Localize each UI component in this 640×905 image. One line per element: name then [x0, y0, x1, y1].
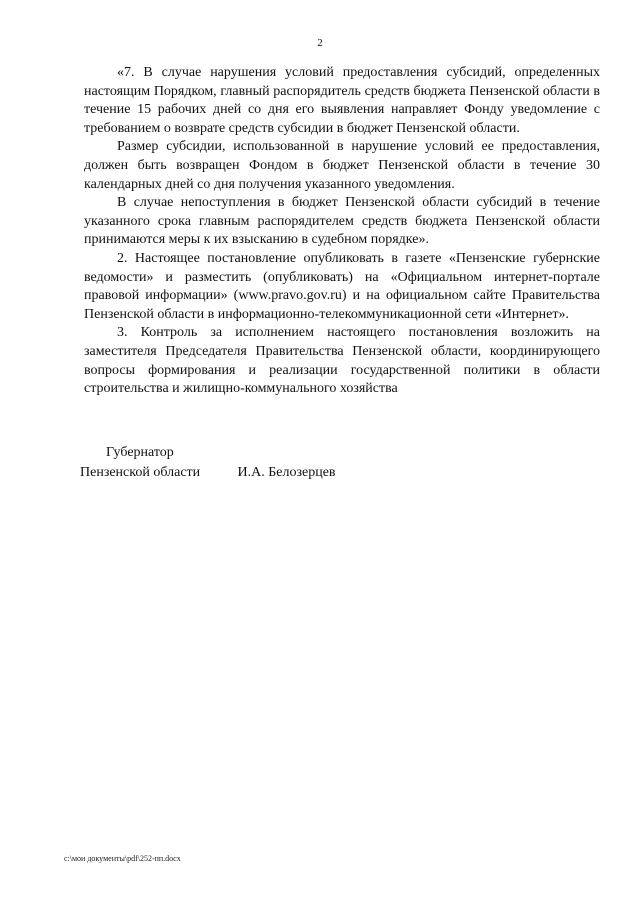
document-body — [84, 64, 600, 399]
page-number: 2 — [317, 37, 323, 49]
paragraph-1: «7. В случае нарушения условий предоставления субсидий, определенных настоящим Порядком, главный распорядитель средств бюджета Пензенской области в течение 15 рабочих дней со дня его выявления направляет Фонду уведомление с требованием о возврате средств субсидии в бюджет Пензенской области. — [84, 65, 600, 136]
signatory-title-line1: Губернатор — [106, 445, 174, 460]
signature-row — [80, 463, 336, 483]
signatory-name: И.А. Белозерцев — [237, 465, 336, 480]
signatory-title-line2: Пензенской области — [80, 465, 201, 480]
paragraph-3: В случае непоступления в бюджет Пензенской области субсидий в течение указанного срока главным распорядителем средств бюджета Пензенской области принимаются меры к их взысканию в судебном порядке». — [84, 195, 600, 248]
signature-block — [80, 443, 336, 483]
paragraph-4: 2. Настоящее постановление опубликовать в газете «Пензенские губернские ведомости» и разместить (опубликовать) на «Официальном интернет-портале правовой информации» (www.pravo.gov.ru) и на официальном сайте Правительства Пензенской области в информационно-телекоммуникационной сети «Интернет». — [84, 250, 600, 322]
file-path-footer: c:\мои документы\pdf\252-пп.docx — [64, 854, 181, 863]
paragraph-5: 3. Контроль за исполнением настоящего постановления возложить на заместителя Председателя Правительства Пензенской области, координирующего вопросы формирования и реализации государственной политики в области строительства и жилищно-коммунального хозяйства — [84, 325, 600, 397]
paragraph-2: Размер субсидии, использованной в нарушение условий ее предоставления, должен быть возвращен Фондом в бюджет Пензенской области в течение 30 календарных дней со дня получения указанного уведомления. — [84, 139, 600, 192]
